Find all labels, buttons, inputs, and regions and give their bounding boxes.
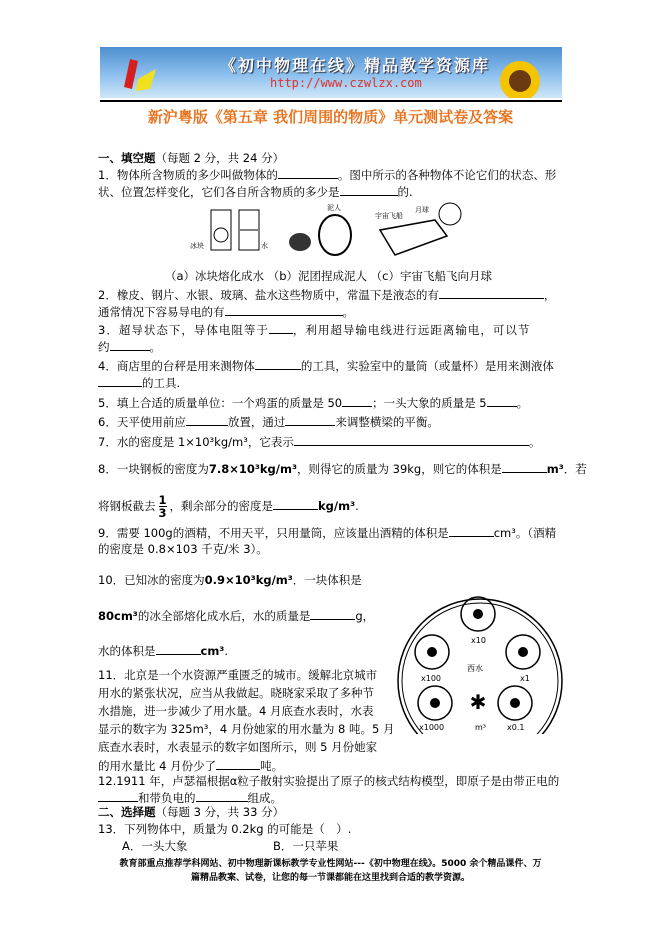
text: . xyxy=(355,499,359,513)
text: 组成。 xyxy=(247,791,282,805)
text: ，则得它的质量为 39kg，则它的体积是 xyxy=(296,462,502,476)
answer-blank[interactable] xyxy=(273,497,318,510)
text: 用水的紧张状况，应当从我做起。晓晓家采取了多种节 xyxy=(98,686,374,700)
text: 7．水的密度是 1×10³kg/m³，它表示 xyxy=(98,435,294,449)
text: 4．商店里的台秤是用来测物体 xyxy=(98,359,255,373)
density-value: 7.8×10³kg/m³ xyxy=(208,462,297,476)
text: 约 xyxy=(98,340,110,354)
answer-blank[interactable] xyxy=(487,394,517,407)
sunflower-icon xyxy=(490,59,550,98)
dial-label: x1000 xyxy=(419,723,445,732)
text: 6．天平使用前应 xyxy=(98,415,186,429)
text: 吨。 xyxy=(260,759,284,773)
snowflake-icon: ✱ xyxy=(469,690,487,714)
text: 。 xyxy=(149,340,161,354)
section-note: （每题 3 分，共 33 分） xyxy=(155,805,285,819)
answer-blank[interactable] xyxy=(342,394,372,407)
answer-blank[interactable] xyxy=(340,183,398,196)
dial-label: x100 xyxy=(421,674,442,683)
text: 状、位置怎样变化，它们各自所含物质的多少是 xyxy=(98,185,340,199)
text: 的用水量比 4 月份少了 xyxy=(98,759,217,773)
footer-line: 教育部重点推荐学科网站、初中物理新课标教学专业性网站---《初中物理在线》。5000 余个精品课件、万 xyxy=(119,859,542,869)
text: 。 xyxy=(528,435,541,449)
fraction xyxy=(159,494,167,519)
figure-label: 宇宙飞船 xyxy=(375,212,403,220)
figure-label: 月球 xyxy=(415,206,429,214)
figure-label: 水 xyxy=(261,242,268,250)
text: 来调整横梁的平衡。 xyxy=(335,415,439,429)
volume-value: 80cm³ xyxy=(98,609,138,623)
answer-blank[interactable] xyxy=(110,338,150,351)
dial-label: x1 xyxy=(520,674,530,683)
section-heading: 一、填空题 xyxy=(98,151,156,165)
text: 通常情况下容易导电的有 xyxy=(98,305,225,319)
denominator: 3 xyxy=(158,506,167,520)
text: 2．橡皮、钢片、水银、玻璃、盐水这些物质中，常温下是液态的有 xyxy=(98,288,439,302)
text: 10．已知冰的密度为 xyxy=(98,573,205,587)
text: 显示的数字为 325m³，4 月份她家的用水量为 8 吨。5 月 xyxy=(98,722,395,736)
water-meter-figure xyxy=(395,586,565,734)
banner-title: 《初中物理在线》精品教学资源库 xyxy=(220,56,491,75)
answer-blank[interactable] xyxy=(216,757,260,770)
answer-blank[interactable] xyxy=(98,374,142,387)
figure-caption: （a）冰块熔化成水 （b）泥团捏成泥人 （c）宇宙飞船飞向月球 xyxy=(165,269,492,283)
site-banner xyxy=(100,47,562,98)
answer-blank[interactable] xyxy=(225,303,343,316)
text: 水措施，进一步减少了用水量。4 月底查水表时，水表 xyxy=(98,704,374,718)
answer-blank[interactable] xyxy=(98,789,138,802)
text: ，剩余部分的密度是 xyxy=(169,499,274,513)
text: ；一头大象的质量是 5 xyxy=(372,396,487,410)
text: 。图中所示的各种物体不论它们的状态、形 xyxy=(337,168,557,182)
answer-blank[interactable] xyxy=(269,321,293,334)
section-heading: 二、选择题 xyxy=(98,805,156,819)
text: cm³。（酒精 xyxy=(493,526,557,540)
text: 3．超导状态下，导体电阻等于 xyxy=(98,323,269,337)
text: 底查水表时，水表显示的数字如图所示，则 5 月份她家 xyxy=(98,740,378,754)
text: 将钢板截去 xyxy=(98,499,156,513)
answer-blank[interactable] xyxy=(310,607,355,620)
footer-line: 篇精品教案、试卷，让您的每一节课都能在这里找到合适的教学资源。 xyxy=(190,873,470,883)
figure-label: 泥人 xyxy=(327,204,341,212)
unit: cm³ xyxy=(200,644,225,658)
text: ，利用超导输电线进行远距离输电，可以节 xyxy=(292,323,531,337)
text: 的. xyxy=(397,185,413,199)
dial-label: x0.1 xyxy=(507,723,525,732)
banner-url[interactable]: http://www.czwlzx.com xyxy=(270,76,422,90)
option-b[interactable]: B．一只苹果 xyxy=(273,839,339,853)
figure-label: 冰块 xyxy=(190,242,204,250)
unit: m³ xyxy=(546,462,564,476)
text: ， xyxy=(543,288,556,302)
text: ．若 xyxy=(563,462,587,476)
answer-blank[interactable] xyxy=(294,433,529,446)
text: 的密度是 0.8×103 千克/米 3）。 xyxy=(98,542,268,556)
meter-brand: 西水 xyxy=(467,664,483,673)
answer-blank[interactable] xyxy=(278,166,338,179)
text: 9．需要 100g的酒精，不用天平，只用量筒，应该量出酒精的体积是 xyxy=(98,526,449,540)
text: 12.1911 年，卢瑟福根据α粒子散射实验提出了原子的核式结构模型，即原子是由带正电的 xyxy=(98,774,560,788)
mass-invariance-figure xyxy=(185,200,465,266)
meter-unit: m³ xyxy=(475,723,486,732)
text: 8．一块钢板的密度为 xyxy=(98,462,209,476)
question-1 xyxy=(98,166,556,183)
answer-blank[interactable] xyxy=(255,357,301,370)
text: 5．填上合适的质量单位：一个鸡蛋的质量是 50 xyxy=(98,396,343,410)
section-note: （每题 2 分，共 24 分） xyxy=(155,151,285,165)
text: 的工具. xyxy=(142,376,181,390)
page-title: 新沪粤版《第五章 我们周围的物质》单元测试卷及答案 xyxy=(147,108,514,126)
text: 的工具，实验室中的量筒（或量杯）是用来测液体 xyxy=(300,359,554,373)
text: 放置，通过 xyxy=(227,415,286,429)
text: 。 xyxy=(516,396,529,410)
text: 。 xyxy=(342,305,354,319)
text: 和带负电的 xyxy=(138,791,196,805)
text: 1．物体所含物质的多少叫做物体的 xyxy=(98,168,278,182)
answer-blank[interactable] xyxy=(502,460,547,473)
density-value: 0.9×10³kg/m³ xyxy=(204,573,293,587)
answer-blank[interactable] xyxy=(156,642,201,655)
answer-blank[interactable] xyxy=(439,286,544,299)
text: . xyxy=(224,644,228,658)
text: g， xyxy=(355,609,375,623)
text: 水的体积是 xyxy=(98,644,156,658)
dial-label: x10 xyxy=(471,636,486,645)
answer-blank[interactable] xyxy=(196,789,248,802)
logo-icon xyxy=(120,55,160,95)
unit: kg/m³ xyxy=(318,499,356,513)
banner-divider xyxy=(100,100,562,102)
numerator: 1 xyxy=(158,493,167,507)
answer-blank[interactable] xyxy=(186,413,228,426)
answer-blank[interactable] xyxy=(449,524,494,537)
answer-blank[interactable] xyxy=(285,413,335,426)
question-13-stem: 13．下列物体中，质量为 0.2kg 的可能是（ ）. xyxy=(98,822,352,836)
text: 11．北京是一个水资源严重匮乏的城市。缓解北京城市 xyxy=(98,668,378,682)
option-a[interactable]: A．一头大象 xyxy=(122,839,188,853)
text: ．一块体积是 xyxy=(292,573,362,587)
text: 的冰全部熔化成水后，水的质量是 xyxy=(137,609,311,623)
